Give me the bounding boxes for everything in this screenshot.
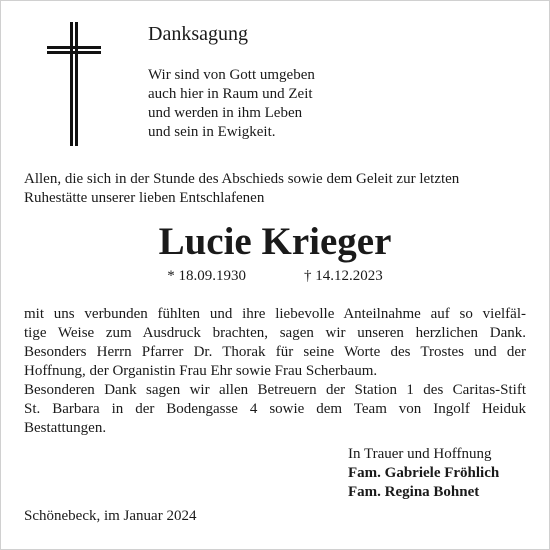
poem-line: Wir sind von Gott umgeben xyxy=(148,67,315,83)
notice-heading: Danksagung xyxy=(148,23,248,45)
intro-line: Ruhestätte unserer lieben Entschlafenen xyxy=(24,190,265,206)
poem-line: und werden in ihm Leben xyxy=(148,105,303,121)
body-line: Besonderen Dank sagen wir allen Betreuern der Station 1 des Caritas-Stift xyxy=(24,382,526,398)
poem-line: auch hier in Raum und Zeit xyxy=(148,86,313,102)
life-dates xyxy=(0,266,550,286)
body-line: Besonders Herrn Pfarrer Dr. Thorak für seine Worte des Trostes und der xyxy=(24,344,526,360)
death-date: † 14.12.2023 xyxy=(304,268,383,284)
thanks-paragraph xyxy=(24,305,526,438)
body-line: tige Weise zum Ausdruck brachten, sagen wir unseren herzlichen Dank. xyxy=(24,325,526,341)
poem-line: und sein in Ewigkeit. xyxy=(148,124,276,140)
body-line: mit uns verbunden fühlten und ihre liebevolle Anteilnahme auf so vielfäl- xyxy=(24,306,526,322)
intro-paragraph xyxy=(24,170,526,208)
family-name: Fam. Gabriele Fröhlich xyxy=(348,465,500,481)
body-line: Hoffnung, der Organistin Frau Ehr sowie Frau Scherbaum. xyxy=(24,363,378,379)
family-name: Fam. Regina Bohnet xyxy=(348,484,480,500)
birth-date: * 18.09.1930 xyxy=(167,268,246,284)
body-line: St. Barbara in der Bodengasse 4 sowie dem Team von Ingolf Heiduk xyxy=(24,401,526,417)
double-cross-icon xyxy=(47,22,101,146)
closing-signature xyxy=(348,445,499,502)
place-date: Schönebeck, im Januar 2024 xyxy=(24,508,197,524)
poem-block xyxy=(148,66,315,142)
closing-phrase: In Trauer und Hoffnung xyxy=(348,446,492,462)
deceased-name: Lucie Krieger xyxy=(158,220,392,263)
intro-line: Allen, die sich in der Stunde des Abschieds sowie dem Geleit zur letzten xyxy=(24,171,460,187)
body-line: Bestattungen. xyxy=(24,420,107,436)
